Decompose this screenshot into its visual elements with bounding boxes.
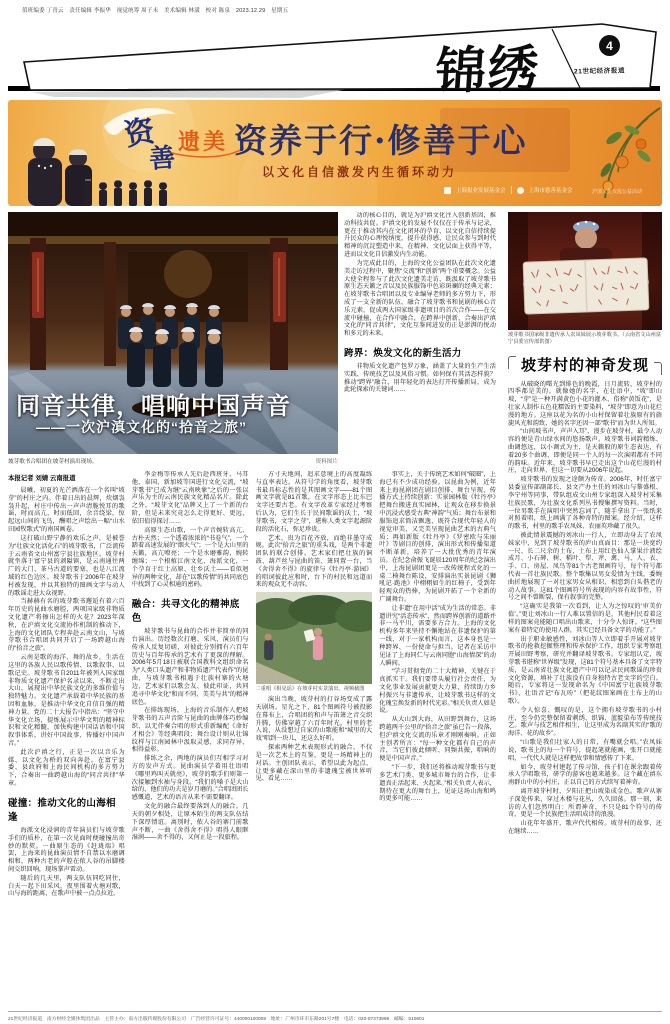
outdoor-duet-photo-illustration [256, 592, 373, 684]
paragraph: “下一步，我们还将推动坡芽歌书与更多艺术门类、更多城市舞台的合作，让非遗真正活起来、火起来。”相关负责人表示，期待在更大的舞台上，见证这场山海和鸣的更多可能…… [379, 764, 496, 803]
upper-text-column [344, 212, 496, 464]
sidebar-article [508, 212, 662, 1008]
inline-photo-caption: 二重唱《相见谣》在坡芽村实景演出。视频截图 [255, 686, 365, 693]
paragraph: “山歌是我们壮家人的日常，有嘴就会唱。”农凤妹说，歌书上的每一个符号，提起笔就能画，张开口就能唱，一代代人就是这样把故事和情感传了下来。 [508, 739, 662, 762]
lead-photo [8, 212, 338, 454]
divider [511, 186, 512, 194]
lower-zone [8, 471, 496, 1005]
paragraph: 从大山到大海，从田野到舞台，这场跨越两千公里的“拾音之旅”虽已告一段落，但沪滇文化交流的乐章才刚刚奏响。正如主创者所言：“每一种文化都有自己的声音，当它们彼此倾听、同频共振，唱响的便是中国声音。” [379, 716, 496, 763]
newspaper-section-title: 锦绣 [433, 39, 542, 101]
paragraph: 如今，坡芽村建起了传习馆，孩子们在课余跟着传承人学唱歌书，研学的游客也越来越多。这个藏在滇东南群山中的小村庄，正以自己的方式续写着神奇。 [508, 763, 662, 787]
partner-logo-icon [517, 187, 524, 194]
paragraph: 云南是歌的海洋、舞的故乡，生活在这里的各族人民以歌传情、以歌叙事、以歌记史。坡芽歌书自2011年被列入国家级非物质文化遗产保护名录以来，不断走出大山，展现出中华民族文化的多维价值与独特魅力。文化遗产承载着中华民族的基因和血脉，是推动中华文化自信自强的精神力量。党的二十大报告中指出：“坚守中华文化立场，提炼展示中华文明的精神标识和文化精髓，加快构建中国话语和中国叙事体系，讲好中国故事、传播好中国声音。” [8, 654, 125, 747]
page-number-badge: 4 [599, 35, 620, 56]
paragraph: “这确实是我第一次看到，让人为之惊叹的‘审美价值’。”更让刘冰山一行人难以置信的是，其他村民看着这样的图案竟能随口唱出山歌来，十分令人惊讶。“这些图案有着特定的使用人群，其实已经具备文字的功能了。” [508, 603, 662, 634]
paragraph: “山间坡书声，声声入耳”，漫步在坡芽村，最令人动容的便是青山绿水间的悠扬歌声。坡芽歌书词韵精炼、曲调悠远，以小调式为主，是天籁般的原生态表达，有着20多个曲调，即便是同一个人的每一次演唱都有不同的韵味。近年来，坡芽歌书早已走出这个山花烂漫的村庄，走向世界，但这一切要从2006年说起。 [508, 428, 662, 475]
paragraph: 方寸天地间，追求意境上的高度凝练与直率表达。从符号学的角度看，坡芽歌书最具标志性的是其图画文字——81个图画文字就是81首歌，在文字形态上比东巴文字还要古老。有文字改革专家经过考察后认为，它们生长于民间歌谣的沃土，“坡芽歌书，文字之芽”，堪称人类文字起源阶段的活化石，弥足珍贵。 [255, 471, 373, 533]
paragraph: 演出当晚，坡芽村的打谷场变成了露天剧场。星光之下，81个图画符号被投影在幕布上，合唱团的和声与笛箫之音交织升腾，仿佛穿越了六百年时光。村里的老人说，从没想过自家的山歌能和“城里的大戏”唱到一块儿，还这么好听。 [255, 696, 373, 743]
heritage-scroll-photo-illustration [508, 212, 662, 330]
lead-photo-caption: 坡芽歌书合唱团在坡芽村演出现场。 [8, 459, 98, 465]
paragraph: 被此情景震撼的刘冰山一行人，立即动身去了农凤妹家中，见到了坡芽歌书的庐山真面目：那是一块宽约一尺、长二尺余的土布，土布上用红色仙人掌果汁液绘成月、小石碑、树、稻叶、犁、斧、禽、马、人、衣、手、口、房屋、凤鸟等81个古老图画符号，每个符号都代表一首壮族民歌。整个歌集以男女爱情为主线，委婉曲折地展现了一对壮家男女从相识、相恋到白头偕老的动人故事。这81个图画符号所表现的内容有故事性，符号之间不曾断裂，保有叙事的完整。 [508, 531, 662, 602]
column-4 [379, 471, 496, 1005]
lead-photo-caption-row [8, 457, 338, 465]
article-headline: 同音共律，唱响中国声音 [16, 393, 291, 420]
paragraph-list [256, 471, 373, 589]
partner-right-label: 上海市慈善基金会 [528, 188, 573, 194]
banner-note: 沪滇文化交流公益活动 [592, 189, 643, 195]
banner-seal-char-bottom: 善 [148, 143, 177, 175]
paragraph: 此次沪滇之行，正是一次以音乐为媒、以文化为桥的双向奔赴。在富宁县委、县政府和上海民间机构的多方努力下，合奏出一曲跨越山海的“同音共律”华章。 [8, 748, 125, 788]
corner-bracket-left-icon [508, 356, 516, 369]
section-heading: 融合：共寻文化的精神底色 [131, 599, 240, 625]
paragraph: 李金梅等传承人先后赴西班牙、马耳他、泰国、新加坡等国进行文化交流，“坡芽歌书”已成为继“云南映象”之后的一张以声乐为主的云南民族文化精品名片。除此之外，“坡芽文化”品牌又上了一个新的台阶，但是未来究竟怎么走得更好、更远，依旧值得探讨…… [131, 471, 249, 525]
paragraph: 令人惊喜、慨叹的是，这个拥有坡芽歌书的小村庄，至今仍完整保留着刺绣、织锦、蓝靛染布等传统技艺。歌声与技艺相伴相生，让这里成为名副其实的“歌的海洋、花的故乡”。 [508, 706, 662, 738]
paragraph: 随后的几天里，两支队伍同吃同住，白天一起下田采风，夜里围着火塘对歌，山与海的距离，在歌声中被一点点拉近。 [8, 874, 125, 898]
banner-seal-char-top: 资 [121, 113, 158, 154]
paragraph: “学习贯彻党的二十大精神，关键在于真抓实干。我们要带头履行社会责任，为文化事业发展贡献更大力量，持续助力乡村振兴与非遗传承，让坡芽歌书这样的文化瑰宝焕发新的时代光彩。”相关负责人如是说。 [379, 668, 496, 715]
lead-photo-block [8, 212, 338, 465]
paragraph-list [8, 487, 125, 898]
paragraph: 坡芽歌书与昆曲的合作并非简单的同台演出。历经数次打磨、采风，演员们与传承人反复切磋，对彼此分别拥有六百年历史与百年传承的艺术有了更深的理解。2006年5月18日被联合国教科文组织命名为“人类口头遗产和非物质遗产代表作”的昆曲，与坡芽歌书相遇于壮族村寨的火塘边，艺术家们以歌会友、彼此印证，共同追寻中华文化“和而不同、美美与共”的精神底色。 [131, 628, 249, 706]
paragraph: 事实上，关于传统艺术如何“破圈”，上海已有不少成功经验。以昆曲为例，近年来上海昆剧团在剧目创排、舞台呈现、传播方式上持续创新：实景园林版《牡丹亭》把舞台搬进真实园林，让观众在移步换景中沉浸式感受古典“神韵”气质；舞台布景和服饰追求简洁飘逸，既符合现代年轻人的视觉审美，又完美呈现昆曲艺术的古典气质；再如新版《牡丹亭》《罗密欧与朱丽叶》等剧目的创排，演出形式和传播渠道不断革新，培养了一大批优秀的青年演员。在纪念俞振飞诞辰120周年的纪念演出中，上海昆剧团更是一改传统程式化的一桌二椅舞台陈设，安排演出实景昆剧《狮吼记·跪池》中栩栩如生的红椅子，受到年轻观众的热捧，为昆剧开拓了一个全新的广阔舞台。 [379, 471, 496, 603]
lead-photo-credit: 资料图片 [315, 459, 338, 465]
sidebar-body [508, 381, 662, 836]
paragraph: 为完成此目的，上海的文化公益团队在此次文化遗美走访过程中，聚焦“交流”和“创新”两个重要概念。公益大使全程参与了此次文化遗美走访，既汲取了坡芽歌书原生态天籁之音以及民族服饰中色彩斑斓的经典元素；在坡芽歌书合唱团以及专业编导老师的多方努力下，形成了一支全新的队伍，融合了坡芽歌书和昆剧的核心音乐元素，促成两大国家级非遗项目的首次合作——在交流中碰撞，在合作中融合，在跨界中创新，合奏出沪滇文化的“同音共律”，文化互鉴间迸发的正是澎湃的悦动和多元的未来。 [344, 259, 496, 338]
banner-subtitle: 以文化自信激发内生循环动力 [262, 165, 458, 179]
paragraph: 艺术，贵为百花齐放，而绝非墨守成规。此次“拾音之旅”的重头戏，是两个非遗团队的联合创排。艺术家们把壮族的铜鼓、葫芦丝与昆曲的笛、箫同置一台，当《舍得舍不得》的旋律与《牡丹亭·游园》的唱词彼此应和时，台下的村民和远道而来的观众无不动容。 [255, 534, 373, 589]
sidebar-title-row [508, 354, 662, 375]
paragraph: 晨曦，初夏的光芒洒落在一个名叫“坡芽”的村庄之内。伴着日出的晨辉，炊烟袅袅升起，村庄中传出一声声清脆悦耳的歌谣，时而高亢、时而低回，余音绕梁，惊起远山间的飞鸟，酬唱之声绘出一幅“山水田园牧歌式”的南国画卷。 [8, 487, 125, 534]
partner-left-label: 上海报业发展基金会 [456, 188, 506, 194]
campaign-banner [8, 100, 662, 206]
page-content [8, 212, 662, 1005]
branch-decoration [599, 108, 660, 198]
upper-zone [8, 212, 496, 465]
paragraph: 海派文化浸润的青年演员们与坡芽歌手们的质朴，在第一次见面时便碰撞出奇妙的默契。一曲原生态的《赶珑端》唱罢，上海来的昆曲演员情不自禁以水磨调相和，两种古老的声腔在侬人谷的吊脚楼间交织回响，现场掌声雷动。 [8, 826, 125, 873]
article-subheadline: ——一次沪滇文化的“拾音之旅” [36, 419, 247, 435]
choir-figures [84, 180, 167, 206]
paragraph: 山花年年盛开，歌声代代相传。坡芽村的故事，还在继续…… [508, 820, 662, 835]
paragraph: 高原生态山歌，一个声音婉转高亢、古朴天然；一个透着浓浓的“书卷气”，一个踏着高速发展的“烟火气”；一个是大山里的天籁，高亢嘹亮；一个是水磨雅韵，婉转缠绵；一个根植江南文化、海派文化，一个孕育于红土高原、壮乡沃土——看似迥异的两种文化，却在“以歌传情”的共同底色中找到了心灵相通的密码。 [131, 526, 249, 589]
paragraph: 排练之余，两地的演员们互相学习对方的发声方式。昆曲演员学着用壮语唱《哪里鸡叫天就亮》，坡芽的歌手们则第一次接触到水袖与身段。“我们的嗓子是大山给的，他们的功夫是岁月磨的。”合唱团团长感慨道，艺术的语言从来不需要翻译。 [131, 755, 249, 802]
footer-line: 21世纪经济报道 南方财经全媒体集团出品 主管主办：南方出版传媒股份有限公司 广告经营许可证号：440000100008 地址：广州市环市东路201号7楼 电话：020-87373998 邮编：510601 [8, 1011, 662, 1022]
paragraph: 坡芽歌书的发现之途颇为传奇。2006年，时任富宁县委宣传部副部长、县文产办主任的刘冰山与黎盛根、李宁州等同事，带队组成文山州专家组深入坡芽村采集壮族民歌，为壮族文化系列丛书搜集撰写资料。当时，一位男歌手在演唱中突然忘词了，随手拿出了一张纸来对照着唱，纸上画满了各种奇特的图案。经介绍，这样的歌书，村里的歌手农凤妹、农丽英珍藏了很久。 [508, 476, 662, 531]
corner-bracket-right-icon [654, 362, 662, 375]
credits-line: 值班编委 丁青云 责任编辑 李振华 视觉统筹 周子未 美术编辑 林潢 校对 陈泉 2023.12.29 星期五 [22, 8, 289, 14]
newspaper-name: 21世纪经济报道 [573, 67, 626, 76]
section-heading: 跨界：焕发文化的新生活力 [344, 348, 462, 359]
paragraph: 离开坡芽村时，夕阳正把山坡染成金色。歌声从寨子深处传来，穿过木楼与花丛，久久回荡。那一刻，来访的人们忽然明白：所谓神奇，不只是81个符号的传奇，更是一个民族把生活唱成诗的浪漫。 [508, 787, 662, 819]
column-3 [256, 471, 373, 1005]
inline-photo [256, 592, 373, 684]
masthead-band-graphic [8, 20, 662, 98]
banner-title: 资养于行·修善于心 [234, 121, 528, 160]
paragraph: 探索两种艺术表现形式的融合，不仅是一次艺术上的互鉴，更是一场精神上的对话。主创团队表示，希望以此为起点，让更多藏在深山里的非遗瑰宝被世界听见、看见…… [255, 744, 373, 783]
paragraph: 出于职业敏感性，刘冰山等人立即着手开展对坡芽歌书的抢救挖掘整理和传承保护工作，组织专家考察组开展田野考察，研究并翻译坡芽歌书。专家组认定，坡芽歌书堪称“世界级”发现，这81个符号基本具备了文字特质，是云南省壮族文化遗产中可以记录民间歌谣的珍贵文化资源，填补了壮族没有自身独特古老文字的空白。随后，专家将这一发现命名为《中国富宁壮族坡芽歌书》，壮语音记“布瓦吩”（把花纹图案画在土布上的山歌）。 [508, 635, 662, 705]
section-heading: 碰撞：推动文化的山海相逢 [8, 797, 116, 823]
paragraph: 非物质文化遗产包罗万象，涵盖了大量的生产生活实践、传统技艺以及风俗习惯。如何保有其活态样貌？推动“跨界”融合、用年轻化的表达打开传播新局，成为此轮探索的关键词…… [344, 363, 496, 394]
paragraph: 文化的融合最终要落到人的融合。几天的朝夕相处，让原本陌生的两支队伍结下深厚情谊。离别时，侬人谷的寨门前歌声不断，一曲《舍得舍不得》唱得人眼眶湿润——舍不得的，又何止是一段旅程。 [131, 803, 249, 842]
sidebar-title: 坡芽村的神奇发现 [520, 356, 649, 374]
byline: 本报记者 刘婧 云南报道 [8, 475, 76, 482]
paragraph: 让非遗“在用中活”成为生活的常态。非遗讲究“活态传承”，然而跨界创新的道路并非一马平川，需要多方合力。上海的文化机构多年来坚持不懈地站在非遗保护的第一线，对于一家机构而言，这本身也是一种跨界、一份使命与担当。记者在采访中见证了上海同仁与云南同胞“山海情深”的动人瞬间。 [379, 604, 496, 667]
banner-tag: 遗美 [178, 129, 229, 154]
paragraph-list [256, 696, 373, 783]
paragraph: 在排练现场，上海的音乐制作人把坡芽歌书的五声音阶与昆曲的曲牌体巧妙编织，以无伴奏合唱的形式重新编配《命好才相会》等经典唱段；舞台设计则从壮锦纹样与江南园林中汲取灵感，求同存异、相得益彰。 [131, 707, 249, 754]
paragraph: 动的核心目的，就是为沪滇文化注入创新基因，推动科技共促。沪滇文化的发展不仅仅在于传承与记录，更在于推动其内在文化闭环的孕育，以文化自信持续提升民众的心理悦纳度，提升获得感，让民众参与到时代精神的沉淀塑造中来，在精神、文化层面上获得平等，进而以文化自信激发内生动能。 [344, 212, 496, 259]
banner-partner-logos [444, 186, 573, 194]
partner-logo-icon [444, 187, 451, 194]
sidebar-photo-caption: 坡芽歌书国家级非遗传承人农凤妹展示坡芽歌书。（云南省文山州富宁县委宣传部供图） [508, 332, 662, 345]
column-1 [8, 471, 125, 1005]
paragraph: 当赫赫有名的坡芽歌书邂逅有着六百年历史的昆曲水磨腔，两项国家级非物质文化遗产将擦出怎样的火花？2023年深秋，在沪滇文化交流协作机制的推动下，上海的文化团队专程奔赴云南文山，与坡芽歌书合唱团共同开启了一场跨越山海的“拾音之旅”。 [8, 598, 125, 653]
masthead [8, 20, 662, 101]
paragraph: 从破晓的曙光到绯色的晚霞，日月流转，坡芽村的四季都是美的。就像她的名字，在壮语中，“坡”即山坡，“芽”是一种开满黄色小花的灌木，俗称“黄饭花”，是壮家人制作五色花糯饭的主要染料，“坡芽”即意为山花烂漫的地方。这座以花为名的小山村保留着壮族原有的旖旎风光和韵致，她的名字还因一部“歌书”而为世人所知。 [508, 380, 662, 427]
paragraph: 这打破山野宁静的欢乐之声，是被誉为“壮族文化活化石”的坡芽歌书，广泛流传于云南省文山州富宁县壮族地区。坡芽村就坐落于富宁县的剥隘镇，是云南通往两广的大门、茶马古道的要塞，也是八江流域的红色边区。坡芽歌书于2006年在坡芽村被发现，并以其独特的图画文字与动人的歌谣走进大众视野。 [8, 534, 125, 597]
sidebar-photo [508, 212, 662, 330]
column-2 [132, 471, 249, 1005]
